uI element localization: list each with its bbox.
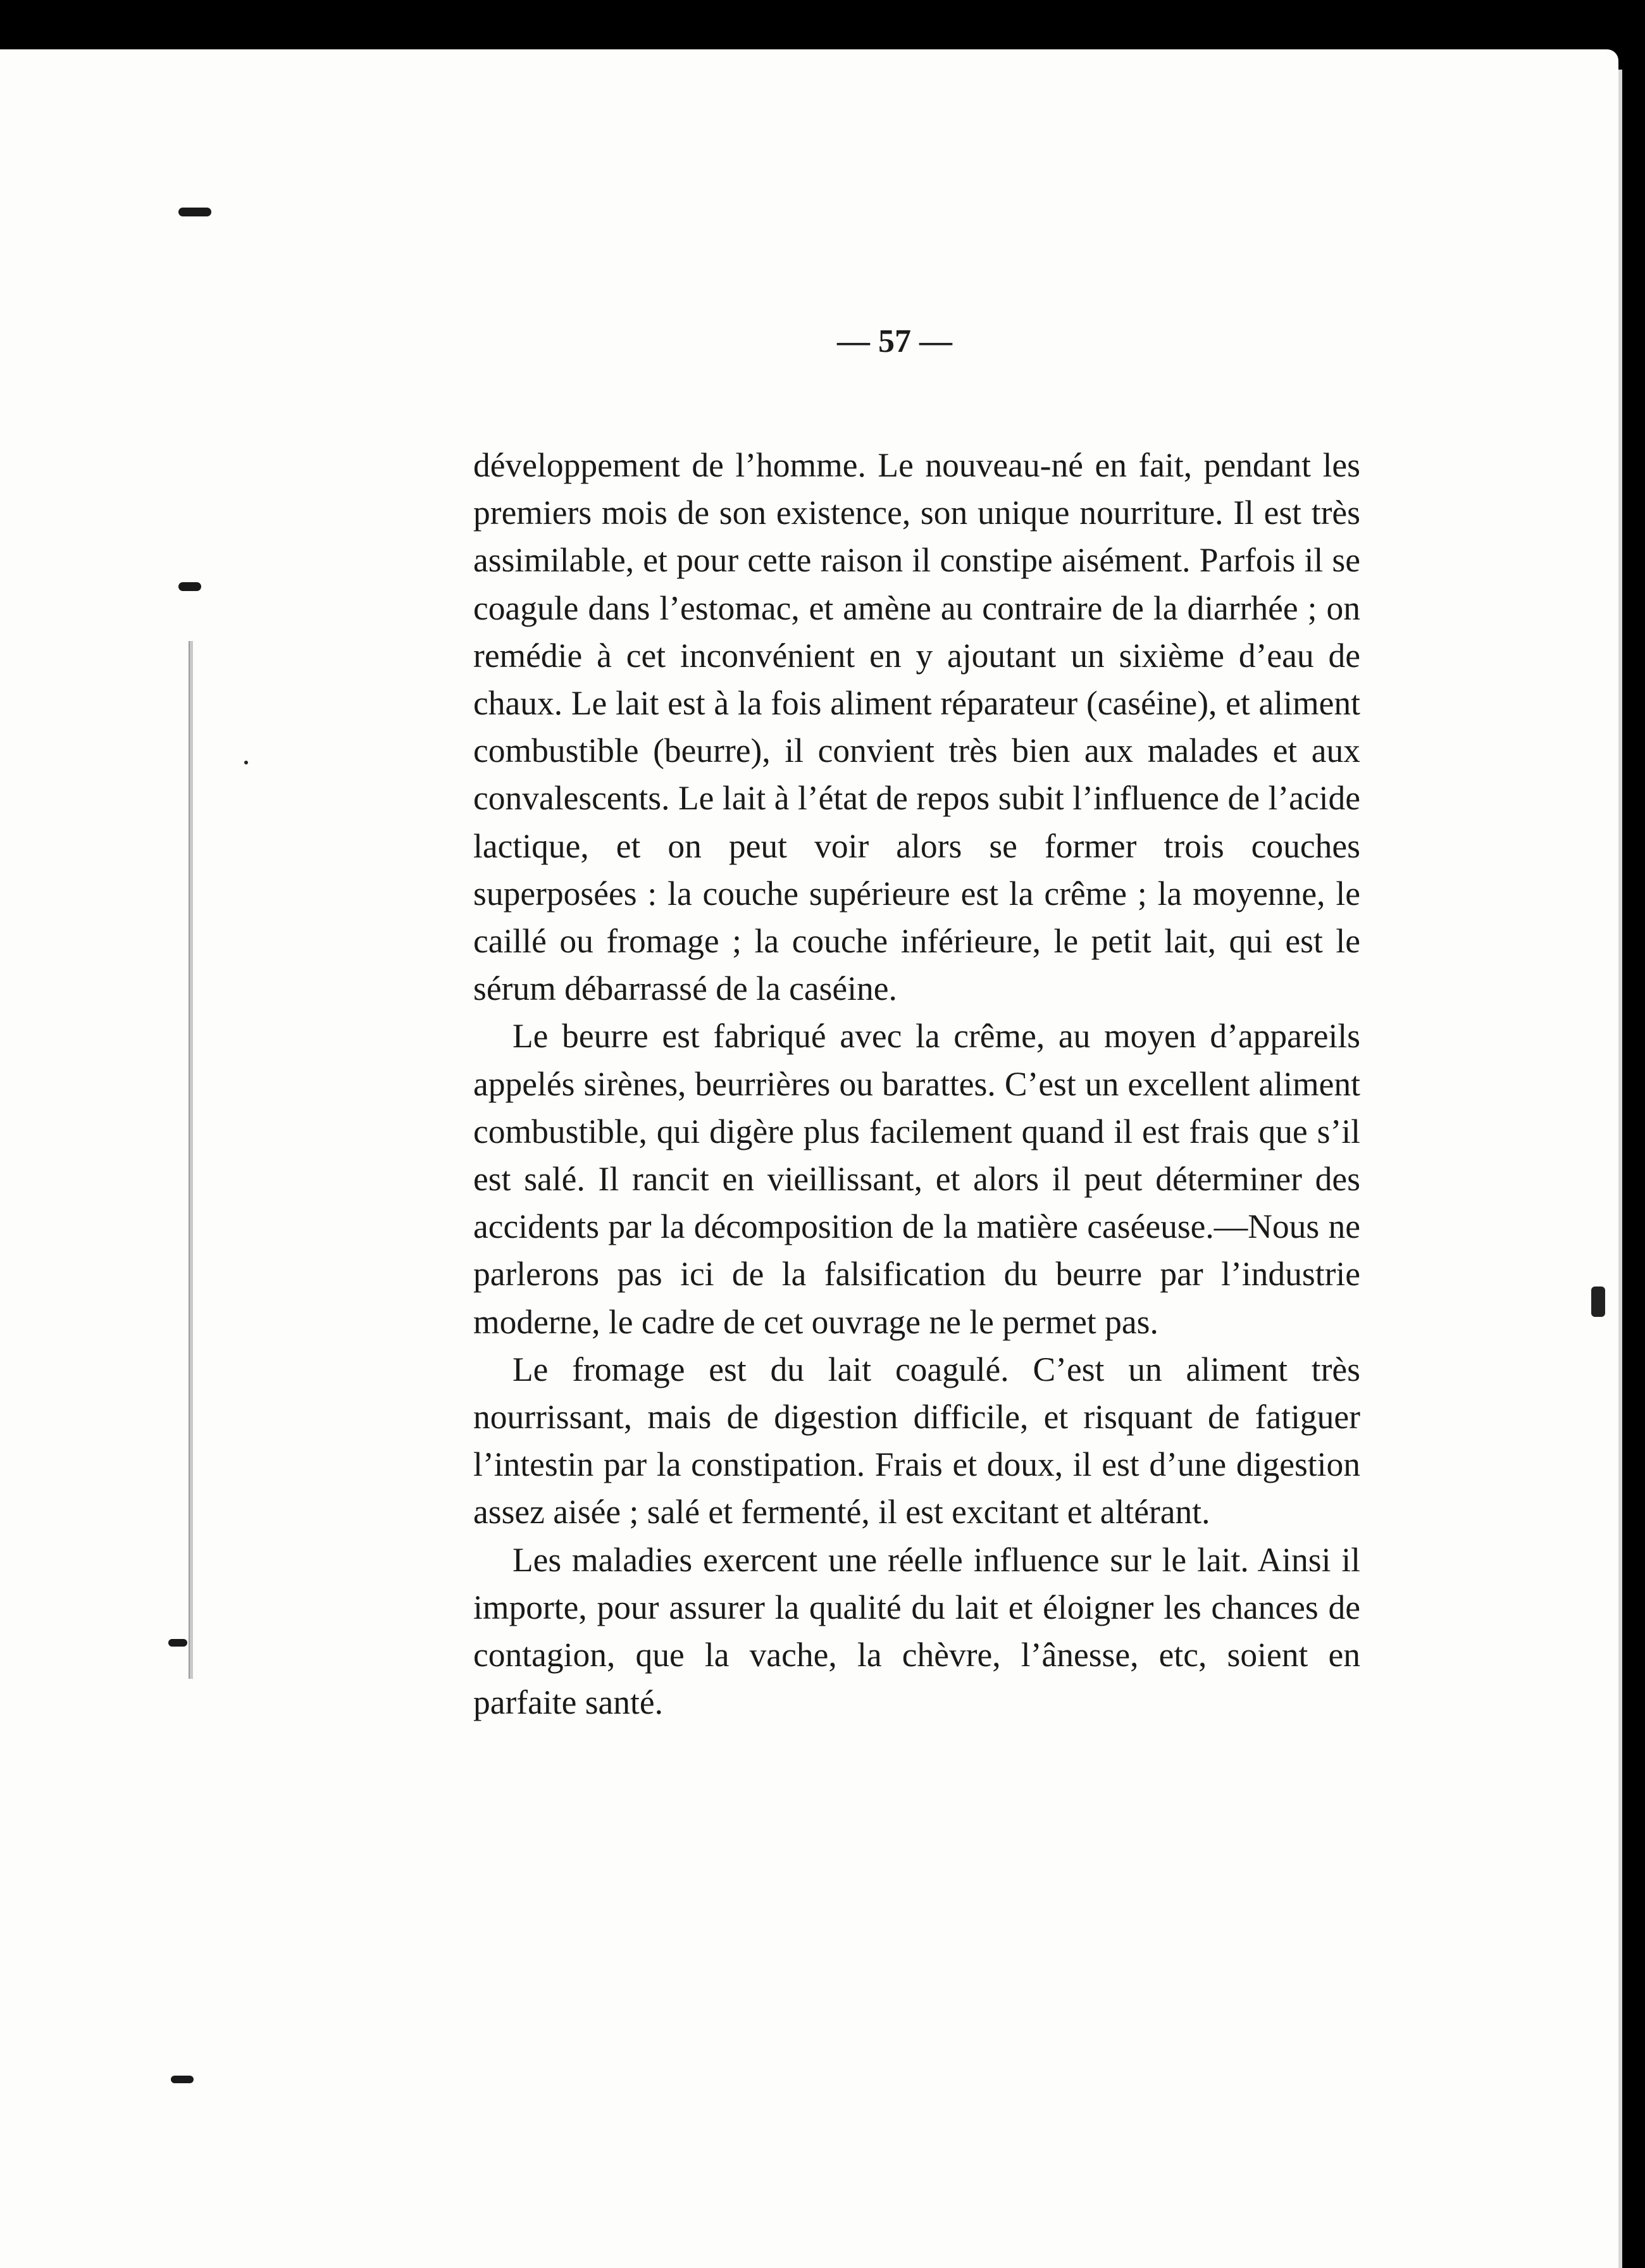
paragraph: développement de l’homme. Le nouveau-né en fait, pendant les premiers mois de son existence, son unique nourriture. Il est très assimilable, et pour cette raison il constipe aisément. Parfois il se coagule dans l’estomac, et amène au contraire de la diarrhée ; on remédie à cet inconvénient en y ajoutant un sixième d’eau de chaux. Le lait est à la fois aliment réparateur (caséine), et aliment combustible (beurre), il convient très bien aux malades et aux convalescents. Le lait à l’état de repos subit l’influence de l’acide lactique, et on peut voir alors se former trois couches superposées : la couche supérieure est la crême ; la moyenne, le caillé ou fromage ; la couche inférieure, le petit lait, qui est le sérum débarrassé de la caséine. [473,446,1360,1008]
paragraph: Les maladies exercent une réelle influence sur le lait. Ainsi il importe, pour assurer la qualité du lait et éloigner les chances de contagion, que la vache, la chèvre, l’ânesse, etc, soient en parfaite santé. [473,1540,1360,1722]
binding-mark-top [178,208,211,216]
page-number: — 57 — [837,323,952,359]
paragraph: Le beurre est fabriqué avec la crême, au moyen d’appareils appelés sirènes, beurrières ou barattes. C’est un excellent aliment combustible, qui digère plus facilement quand il est frais que s’il est salé. Il rancit en vieillissant, et alors il peut déterminer des accidents par la décomposition de la matière caséeuse.—Nous ne parlerons pas ici de la falsification du beurre par l’industrie moderne, le cadre de cet ouvrage ne le permet pas. [473,1017,1360,1341]
binding-thread [189,641,193,1679]
binding-mark-lower [168,1639,187,1647]
paragraph: Le fromage est du lait coagulé. C’est un aliment très nourrissant, mais de digestion difficile, et risquant de fatiguer l’intestin par la constipation. Frais et doux, il est d’une digestion assez aisée ; salé et fermenté, il est excitant et altérant. [473,1350,1360,1531]
book-page [0,49,1618,2268]
speck [244,761,248,764]
body-text [473,442,1360,1726]
page-edge [1618,70,1622,2268]
speck [1591,1287,1605,1317]
binding-mark-bottom [171,2076,194,2083]
binding-mark-upper [178,582,201,591]
